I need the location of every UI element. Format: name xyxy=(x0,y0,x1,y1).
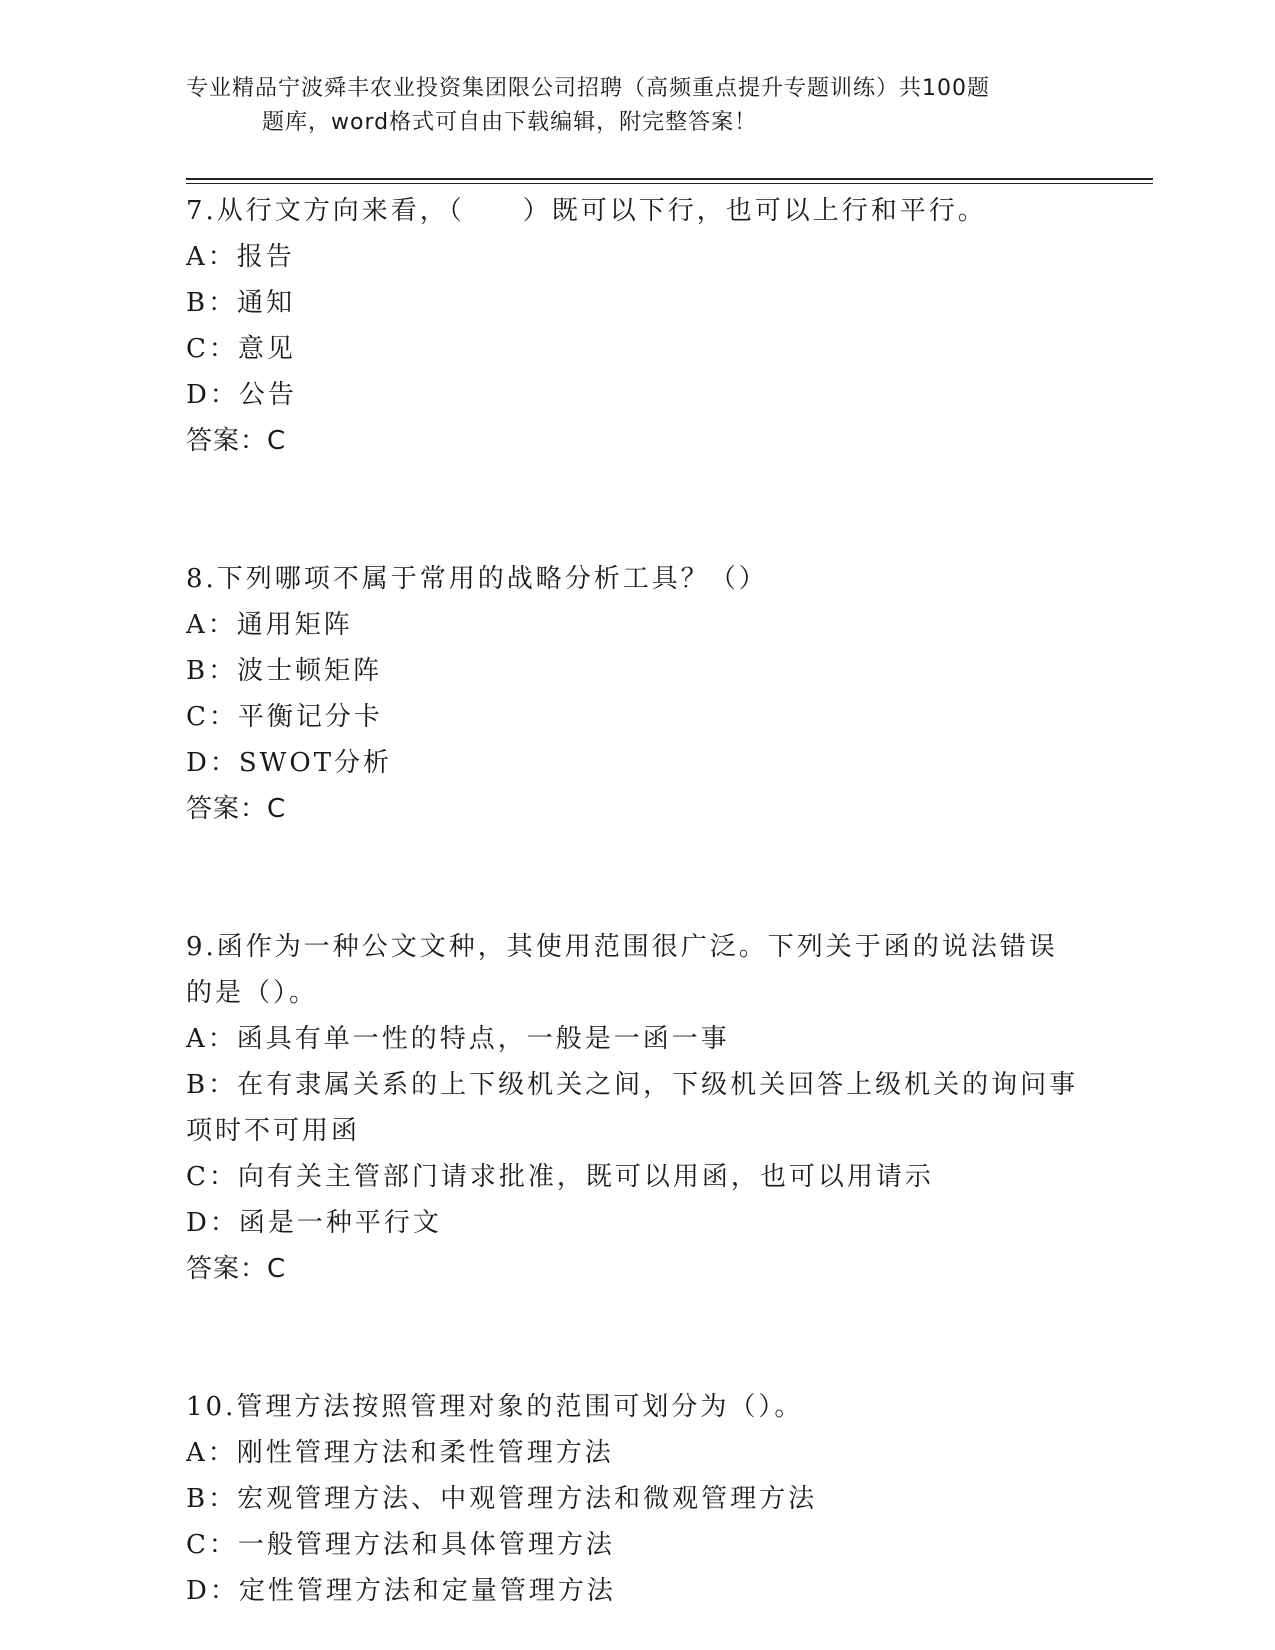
option-a: A：报告 xyxy=(186,242,295,272)
option-c: C：一般管理方法和具体管理方法 xyxy=(186,1530,615,1560)
header-divider-thin xyxy=(186,183,1153,184)
question-text: 9.函作为一种公文文种，其使用范围很广泛。下列关于函的说法错误 xyxy=(186,932,1058,962)
header-line-2: 题库，word格式可自由下载编辑，附完整答案！ xyxy=(262,110,758,135)
spacer xyxy=(186,1292,1086,1384)
option-c: C：平衡记分卡 xyxy=(186,702,383,732)
option-b: B：在有隶属关系的上下级机关之间，下级机关回答上级机关的询问事 xyxy=(186,1070,1079,1100)
option-b-cont: 项时不可用函 xyxy=(186,1116,361,1146)
option-d: D：SWOT分析 xyxy=(186,748,393,778)
option-d: D：函是一种平行文 xyxy=(186,1208,442,1238)
question-7 xyxy=(186,188,1086,464)
spacer xyxy=(186,464,1086,556)
spacer xyxy=(186,832,1086,924)
question-list xyxy=(186,188,1086,1614)
option-b: B：通知 xyxy=(186,288,296,318)
question-9 xyxy=(186,924,1086,1292)
question-8 xyxy=(186,556,1086,832)
option-a: A：刚性管理方法和柔性管理方法 xyxy=(186,1438,614,1468)
option-c: C：向有关主管部门请求批准，既可以用函，也可以用请示 xyxy=(186,1162,934,1192)
option-a: A：通用矩阵 xyxy=(186,610,353,640)
option-d: D：定性管理方法和定量管理方法 xyxy=(186,1576,616,1606)
question-10 xyxy=(186,1384,1086,1614)
question-text-cont: 的是（）。 xyxy=(186,978,319,1008)
header-divider xyxy=(186,178,1153,180)
option-c: C：意见 xyxy=(186,334,296,364)
question-text: 7.从行文方向来看，（ ）既可以下行，也可以上行和平行。 xyxy=(186,196,987,226)
answer: 答案：C xyxy=(186,426,287,456)
answer: 答案：C xyxy=(186,1254,287,1284)
header-line-1: 专业精品宁波舜丰农业投资集团限公司招聘（高频重点提升专题训练）共100题 xyxy=(186,76,990,101)
option-d: D：公告 xyxy=(186,380,297,410)
document-header xyxy=(186,72,1066,140)
answer: 答案：C xyxy=(186,794,287,824)
option-b: B：波士顿矩阵 xyxy=(186,656,383,686)
question-text: 8.下列哪项不属于常用的战略分析工具？（） xyxy=(186,564,768,594)
option-a: A：函具有单一性的特点，一般是一函一事 xyxy=(186,1024,730,1054)
option-b: B：宏观管理方法、中观管理方法和微观管理方法 xyxy=(186,1484,818,1514)
question-text: 10.管理方法按照管理对象的范围可划分为（）。 xyxy=(186,1392,804,1422)
